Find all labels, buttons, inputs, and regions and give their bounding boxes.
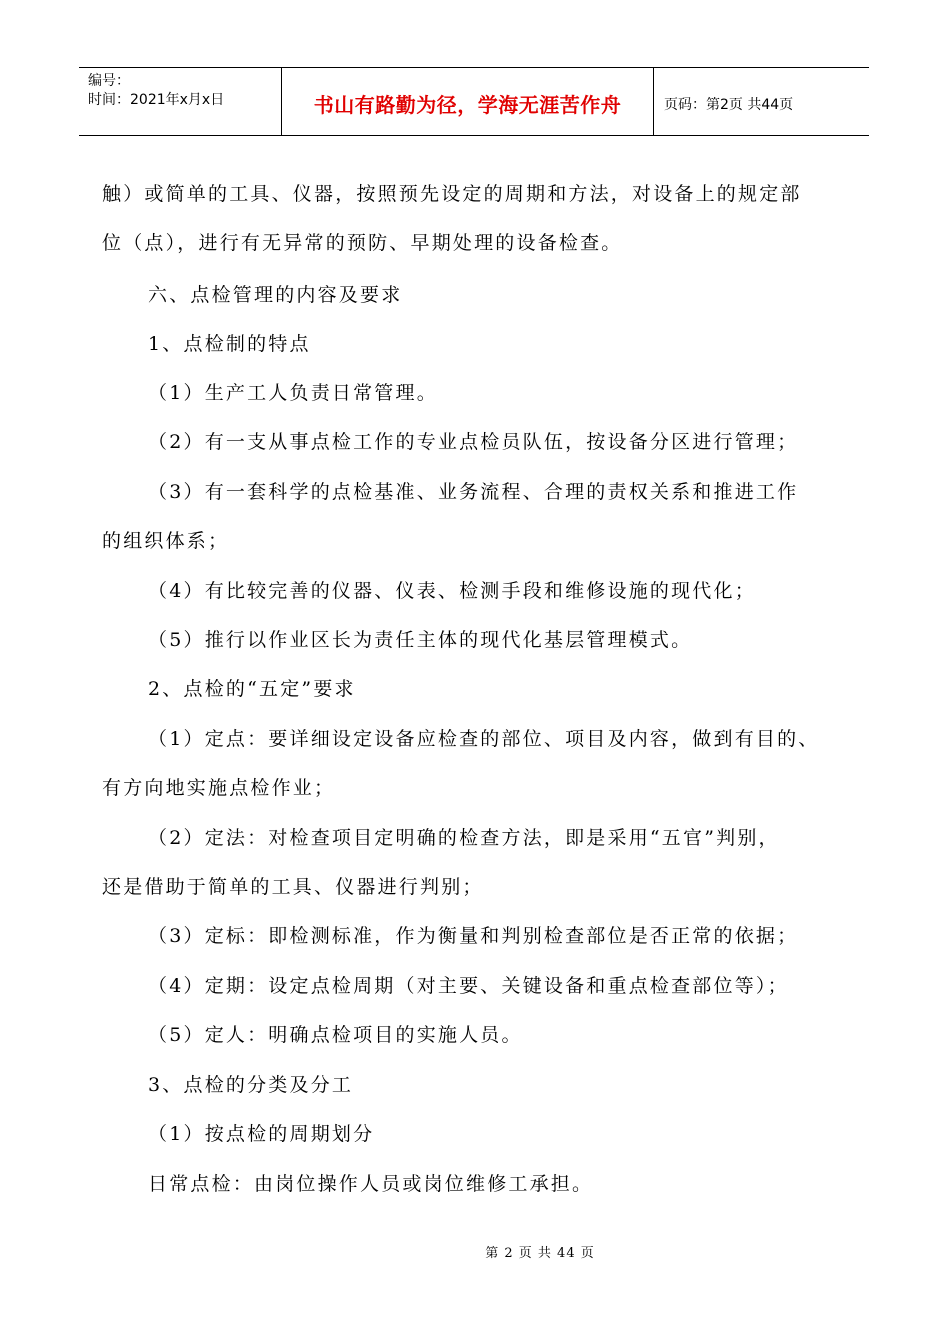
body-line: 有方向地实施点检作业； <box>102 777 336 799</box>
body-line: （1）按点检的周期划分 <box>148 1123 375 1145</box>
body-line: 的组织体系； <box>102 530 230 552</box>
subsection-heading: 3、点检的分类及分工 <box>148 1074 354 1096</box>
header-motto: 书山有路勤为径，学海无涯苦作舟 <box>313 93 622 117</box>
body-line: （2）有一支从事点检工作的专业点检员队伍，按设备分区进行管理； <box>148 431 799 453</box>
body-line: （1）生产工人负责日常管理。 <box>148 382 438 404</box>
subsection-heading: 2、点检的“五定”要求 <box>148 678 356 700</box>
document-number-label: 编号： <box>88 73 130 89</box>
header-page-info-cell <box>654 68 869 135</box>
body-line: （3）有一套科学的点检基准、业务流程、合理的责权关系和推进工作 <box>148 481 799 503</box>
page-footer <box>0 1242 950 1261</box>
header-meta <box>79 68 281 135</box>
section-heading: 六、点检管理的内容及要求 <box>148 284 403 306</box>
body-line: （5）推行以作业区长为责任主体的现代化基层管理模式。 <box>148 629 693 651</box>
body-line: 位（点），进行有无异常的预防、早期处理的设备检查。 <box>102 232 623 254</box>
body-line: （4）有比较完善的仪器、仪表、检测手段和维修设施的现代化； <box>148 580 756 602</box>
body-line: 还是借助于简单的工具、仪器进行判别； <box>102 876 484 898</box>
header-page-info: 页码：第2页 共44页 <box>664 96 794 113</box>
body-line: （1）定点：要详细设定设备应检查的部位、项目及内容，做到有目的、 <box>148 728 820 750</box>
document-date-label: 时间：2021年x月x日 <box>88 92 225 108</box>
body-line: （3）定标：即检测标准，作为衡量和判别检查部位是否正常的依据； <box>148 925 799 947</box>
subsection-heading: 1、点检制的特点 <box>148 333 311 355</box>
footer-page-number: 第 2 页 共 44 页 <box>485 1246 595 1261</box>
header-motto-cell <box>281 68 654 135</box>
page-header <box>79 67 869 136</box>
body-line: （2）定法：对检查项目定明确的检查方法，即是采用“五官”判别， <box>148 827 780 849</box>
body-line: （4）定期：设定点检周期（对主要、关键设备和重点检查部位等）； <box>148 975 789 997</box>
body-line: 触）或简单的工具、仪器，按照预先设定的周期和方法，对设备上的规定部 <box>102 183 802 205</box>
body-line: （5）定人：明确点检项目的实施人员。 <box>148 1024 523 1046</box>
body-line: 日常点检：由岗位操作人员或岗位维修工承担。 <box>148 1173 594 1195</box>
